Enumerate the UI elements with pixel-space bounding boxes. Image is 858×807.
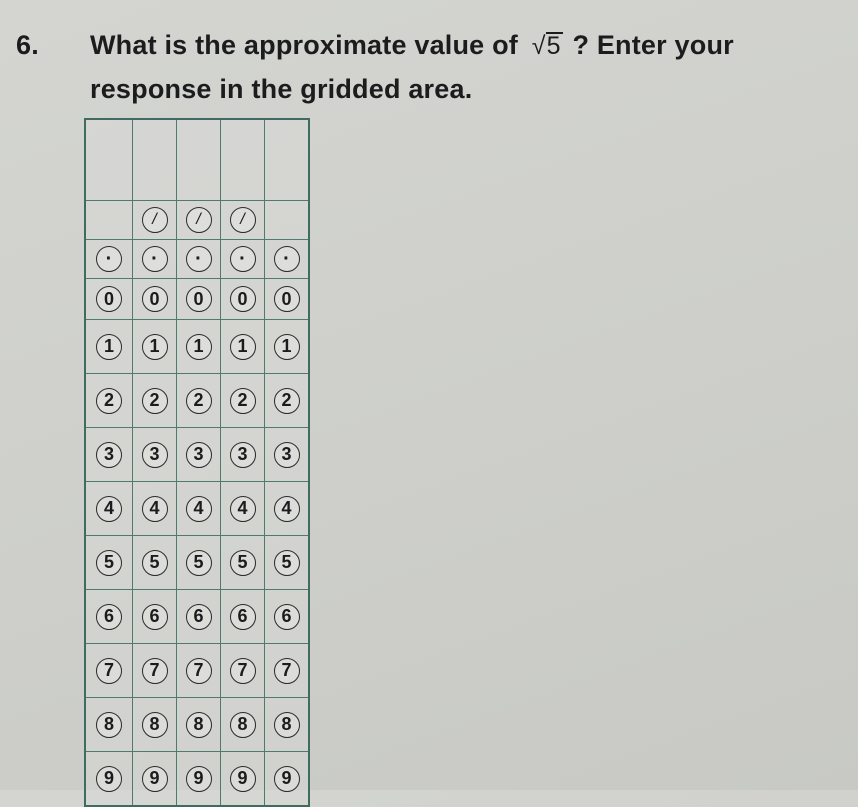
digit-bubble-7[interactable]: 7 [142, 658, 168, 684]
slash-cell-empty-5 [264, 201, 308, 239]
digit-cell [264, 644, 308, 697]
dot-cell [176, 240, 220, 278]
digit-bubble-3[interactable]: 3 [230, 442, 256, 468]
digit-cell [264, 698, 308, 751]
digit-cell [264, 428, 308, 481]
digit-bubble-0[interactable]: 0 [142, 286, 168, 312]
grid-decimal-row [86, 239, 308, 278]
digit-cell [132, 320, 176, 373]
digit-cell [132, 428, 176, 481]
grid-digit-row-8 [86, 697, 308, 751]
digit-cell [264, 482, 308, 535]
digit-bubble-7[interactable]: 7 [96, 658, 122, 684]
digit-cell [220, 644, 264, 697]
digit-cell [264, 279, 308, 319]
digit-cell [176, 752, 220, 805]
digit-cell [220, 428, 264, 481]
slash-bubble[interactable]: / [142, 207, 168, 233]
question-line-1 [16, 30, 734, 61]
digit-cell [220, 320, 264, 373]
digit-bubble-8[interactable]: 8 [230, 712, 256, 738]
digit-cell [220, 698, 264, 751]
digit-bubble-0[interactable]: 0 [96, 286, 122, 312]
digit-cell [264, 590, 308, 643]
digit-bubble-1[interactable]: 1 [274, 334, 300, 360]
digit-bubble-2[interactable]: 2 [274, 388, 300, 414]
digit-cell [132, 644, 176, 697]
decimal-point-bubble[interactable]: · [274, 246, 300, 272]
digit-cell [264, 752, 308, 805]
digit-bubble-5[interactable]: 5 [274, 550, 300, 576]
slash-bubble[interactable]: / [230, 207, 256, 233]
digit-cell [86, 590, 132, 643]
digit-bubble-5[interactable]: 5 [142, 550, 168, 576]
digit-cell [176, 698, 220, 751]
digit-cell [86, 752, 132, 805]
digit-cell [86, 428, 132, 481]
entry-box-2[interactable] [132, 120, 176, 200]
digit-cell [176, 536, 220, 589]
entry-box-5[interactable] [264, 120, 308, 200]
digit-cell [86, 482, 132, 535]
answer-grid [84, 118, 310, 807]
digit-cell [132, 374, 176, 427]
digit-cell [264, 374, 308, 427]
digit-cell [132, 698, 176, 751]
grid-slash-row [86, 200, 308, 239]
question-text-part2: ? Enter your [572, 30, 734, 60]
digit-cell [86, 644, 132, 697]
digit-cell [132, 536, 176, 589]
grid-digit-row-7 [86, 643, 308, 697]
digit-bubble-3[interactable]: 3 [142, 442, 168, 468]
digit-cell [132, 482, 176, 535]
digit-bubble-1[interactable]: 1 [186, 334, 212, 360]
digit-bubble-8[interactable]: 8 [186, 712, 212, 738]
digit-bubble-1[interactable]: 1 [96, 334, 122, 360]
digit-cell [176, 320, 220, 373]
digit-cell [86, 374, 132, 427]
digit-cell [220, 752, 264, 805]
digit-bubble-4[interactable]: 4 [96, 496, 122, 522]
dot-cell [220, 240, 264, 278]
entry-box-4[interactable] [220, 120, 264, 200]
dot-cell [264, 240, 308, 278]
radicand: 5 [546, 32, 561, 60]
digit-bubble-0[interactable]: 0 [274, 286, 300, 312]
digit-cell [132, 590, 176, 643]
digit-bubble-2[interactable]: 2 [96, 388, 122, 414]
digit-bubble-5[interactable]: 5 [96, 550, 122, 576]
digit-cell [176, 644, 220, 697]
digit-bubble-1[interactable]: 1 [230, 334, 256, 360]
digit-bubble-9[interactable]: 9 [186, 766, 212, 792]
grid-digit-row-1 [86, 319, 308, 373]
digit-cell [176, 374, 220, 427]
decimal-point-bubble[interactable]: · [230, 246, 256, 272]
digit-bubble-6[interactable]: 6 [274, 604, 300, 630]
dot-cell [132, 240, 176, 278]
digit-cell [220, 279, 264, 319]
digit-cell [176, 428, 220, 481]
digit-bubble-9[interactable]: 9 [96, 766, 122, 792]
digit-bubble-9[interactable]: 9 [274, 766, 300, 792]
digit-cell [132, 752, 176, 805]
digit-bubble-4[interactable]: 4 [186, 496, 212, 522]
entry-box-1[interactable] [86, 120, 132, 200]
digit-bubble-7[interactable]: 7 [230, 658, 256, 684]
question-line-2: response in the gridded area. [90, 74, 473, 104]
digit-bubble-8[interactable]: 8 [274, 712, 300, 738]
digit-cell [86, 320, 132, 373]
digit-cell [220, 536, 264, 589]
digit-bubble-5[interactable]: 5 [186, 550, 212, 576]
digit-bubble-2[interactable]: 2 [186, 388, 212, 414]
digit-cell [86, 698, 132, 751]
slash-cell-3 [176, 201, 220, 239]
digit-cell [264, 536, 308, 589]
decimal-point-bubble[interactable]: · [142, 246, 168, 272]
digit-cell [86, 279, 132, 319]
slash-bubble[interactable]: / [186, 207, 212, 233]
digit-bubble-5[interactable]: 5 [230, 550, 256, 576]
grid-digit-row-4 [86, 481, 308, 535]
digit-bubble-4[interactable]: 4 [230, 496, 256, 522]
square-root-expression: √5 [531, 32, 561, 60]
grid-digit-row-5 [86, 535, 308, 589]
digit-cell [220, 482, 264, 535]
digit-cell [264, 320, 308, 373]
grid-digit-row-9 [86, 751, 308, 805]
grid-digit-row-2 [86, 373, 308, 427]
decimal-point-bubble[interactable]: · [96, 246, 122, 272]
entry-box-3[interactable] [176, 120, 220, 200]
digit-bubble-0[interactable]: 0 [186, 286, 212, 312]
digit-cell [176, 590, 220, 643]
digit-bubble-3[interactable]: 3 [186, 442, 212, 468]
digit-bubble-3[interactable]: 3 [274, 442, 300, 468]
digit-cell [220, 374, 264, 427]
digit-cell [176, 482, 220, 535]
grid-digit-row-0 [86, 278, 308, 319]
digit-bubble-4[interactable]: 4 [274, 496, 300, 522]
digit-bubble-4[interactable]: 4 [142, 496, 168, 522]
question-text-part1: What is the approximate value of [90, 30, 518, 60]
digit-bubble-9[interactable]: 9 [142, 766, 168, 792]
decimal-point-bubble[interactable]: · [186, 246, 212, 272]
digit-cell [132, 279, 176, 319]
grid-entry-row [86, 120, 308, 200]
slash-cell-empty-1 [86, 201, 132, 239]
dot-cell [86, 240, 132, 278]
digit-bubble-8[interactable]: 8 [142, 712, 168, 738]
digit-bubble-0[interactable]: 0 [230, 286, 256, 312]
digit-bubble-6[interactable]: 6 [186, 604, 212, 630]
digit-bubble-3[interactable]: 3 [96, 442, 122, 468]
grid-digit-row-6 [86, 589, 308, 643]
digit-cell [176, 279, 220, 319]
digit-bubble-7[interactable]: 7 [186, 658, 212, 684]
grid-digit-row-3 [86, 427, 308, 481]
digit-bubble-1[interactable]: 1 [142, 334, 168, 360]
slash-cell-4 [220, 201, 264, 239]
digit-bubble-8[interactable]: 8 [96, 712, 122, 738]
digit-bubble-7[interactable]: 7 [274, 658, 300, 684]
digit-cell [220, 590, 264, 643]
digit-bubble-6[interactable]: 6 [230, 604, 256, 630]
slash-cell-2 [132, 201, 176, 239]
digit-cell [86, 536, 132, 589]
digit-bubble-9[interactable]: 9 [230, 766, 256, 792]
digit-bubble-6[interactable]: 6 [142, 604, 168, 630]
digit-bubble-6[interactable]: 6 [96, 604, 122, 630]
digit-bubble-2[interactable]: 2 [142, 388, 168, 414]
question-number: 6. [16, 30, 39, 60]
digit-bubble-2[interactable]: 2 [230, 388, 256, 414]
